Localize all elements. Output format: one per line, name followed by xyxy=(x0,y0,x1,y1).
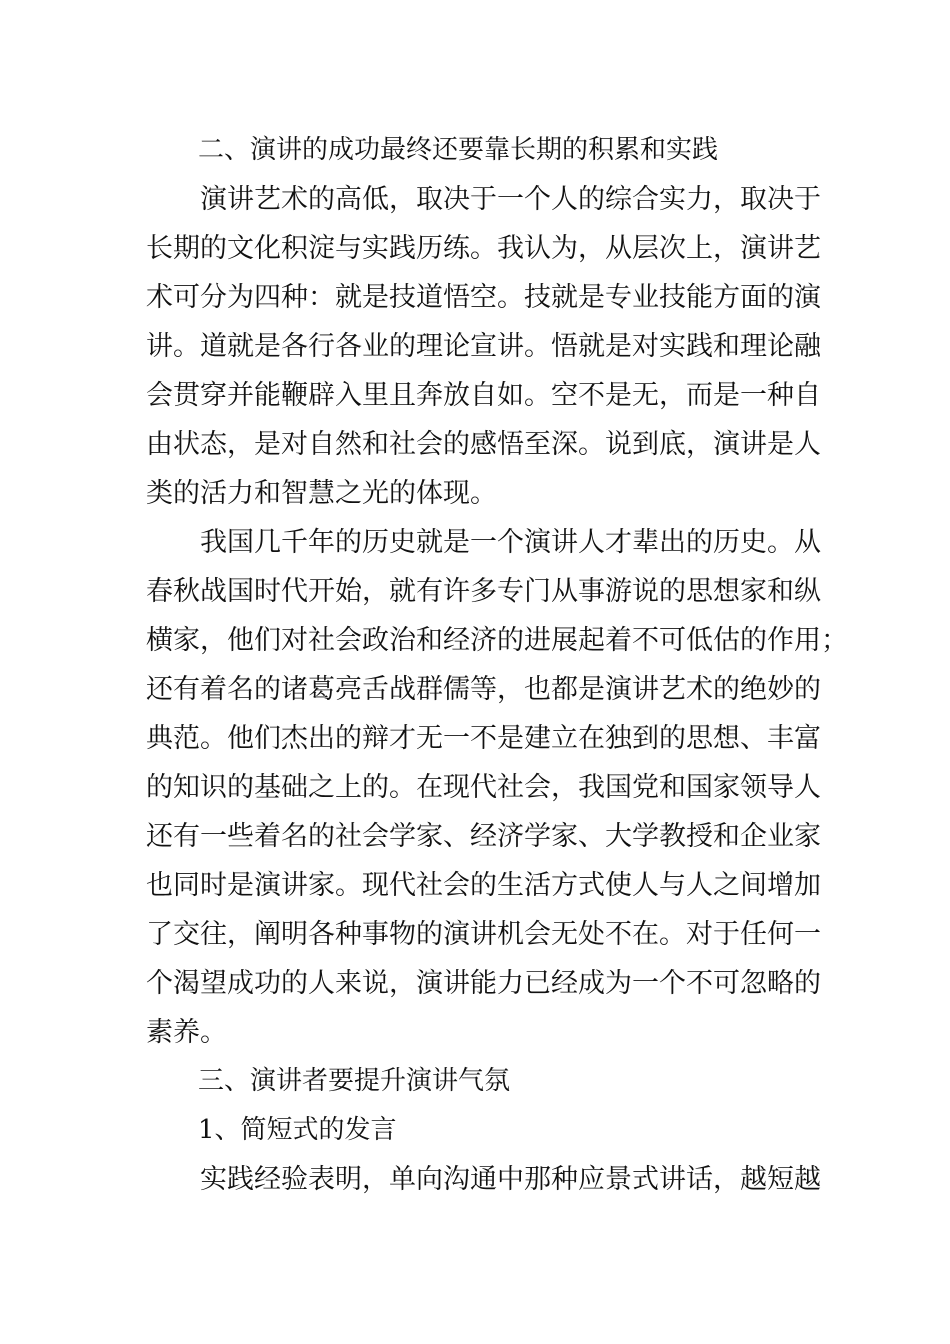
text-line: 还有一些着名的社会学家、经济学家、大学教授和企业家 xyxy=(146,821,821,852)
text-line: 横家，他们对社会政治和经济的进展起着不可低估的作用； xyxy=(146,625,848,656)
text-line: 演讲艺术的高低，取决于一个人的综合实力，取决于 xyxy=(200,184,821,215)
text-line: 的知识的基础之上的。在现代社会，我国党和国家领导人 xyxy=(146,772,821,803)
text-line: 典范。他们杰出的辩才无一不是建立在独到的思想、丰富 xyxy=(146,723,821,754)
section-heading-3: 三、演讲者要提升演讲气氛 xyxy=(198,1066,511,1096)
text-line: 类的活力和智慧之光的体现。 xyxy=(146,478,497,509)
paragraph-history xyxy=(146,518,848,1057)
text-line: 讲。道就是各行各业的理论宣讲。悟就是对实践和理论融 xyxy=(146,331,821,362)
text-line: 术可分为四种：就是技道悟空。技就是专业技能方面的演 xyxy=(146,282,821,313)
section-heading-2: 二、演讲的成功最终还要靠长期的积累和实践 xyxy=(198,135,719,165)
text-line: 会贯穿并能鞭辟入里且奔放自如。空不是无，而是一种自 xyxy=(146,380,821,411)
text-line: 实践经验表明，单向沟通中那种应景式讲话，越短越 xyxy=(200,1164,821,1195)
text-line: 个渴望成功的人来说，演讲能力已经成为一个不可忽略的 xyxy=(146,968,821,999)
text-line: 由状态，是对自然和社会的感悟至深。说到底，演讲是人 xyxy=(146,429,821,460)
paragraph-brief-speech xyxy=(146,1155,821,1204)
paragraph-speech-art xyxy=(146,175,821,518)
text-line: 了交往，阐明各种事物的演讲机会无处不在。对于任何一 xyxy=(146,919,821,950)
text-line: 春秋战国时代开始，就有许多专门从事游说的思想家和纵 xyxy=(146,576,821,607)
subheading-1: 1、简短式的发言 xyxy=(198,1115,397,1145)
text-line: 我国几千年的历史就是一个演讲人才辈出的历史。从 xyxy=(200,527,821,558)
text-line: 素养。 xyxy=(146,1017,227,1048)
text-line: 也同时是演讲家。现代社会的生活方式使人与人之间增加 xyxy=(146,870,821,901)
document-body xyxy=(146,126,848,1204)
text-line: 还有着名的诸葛亮舌战群儒等，也都是演讲艺术的绝妙的 xyxy=(146,674,821,705)
text-line: 长期的文化积淀与实践历练。我认为，从层次上，演讲艺 xyxy=(146,233,821,264)
